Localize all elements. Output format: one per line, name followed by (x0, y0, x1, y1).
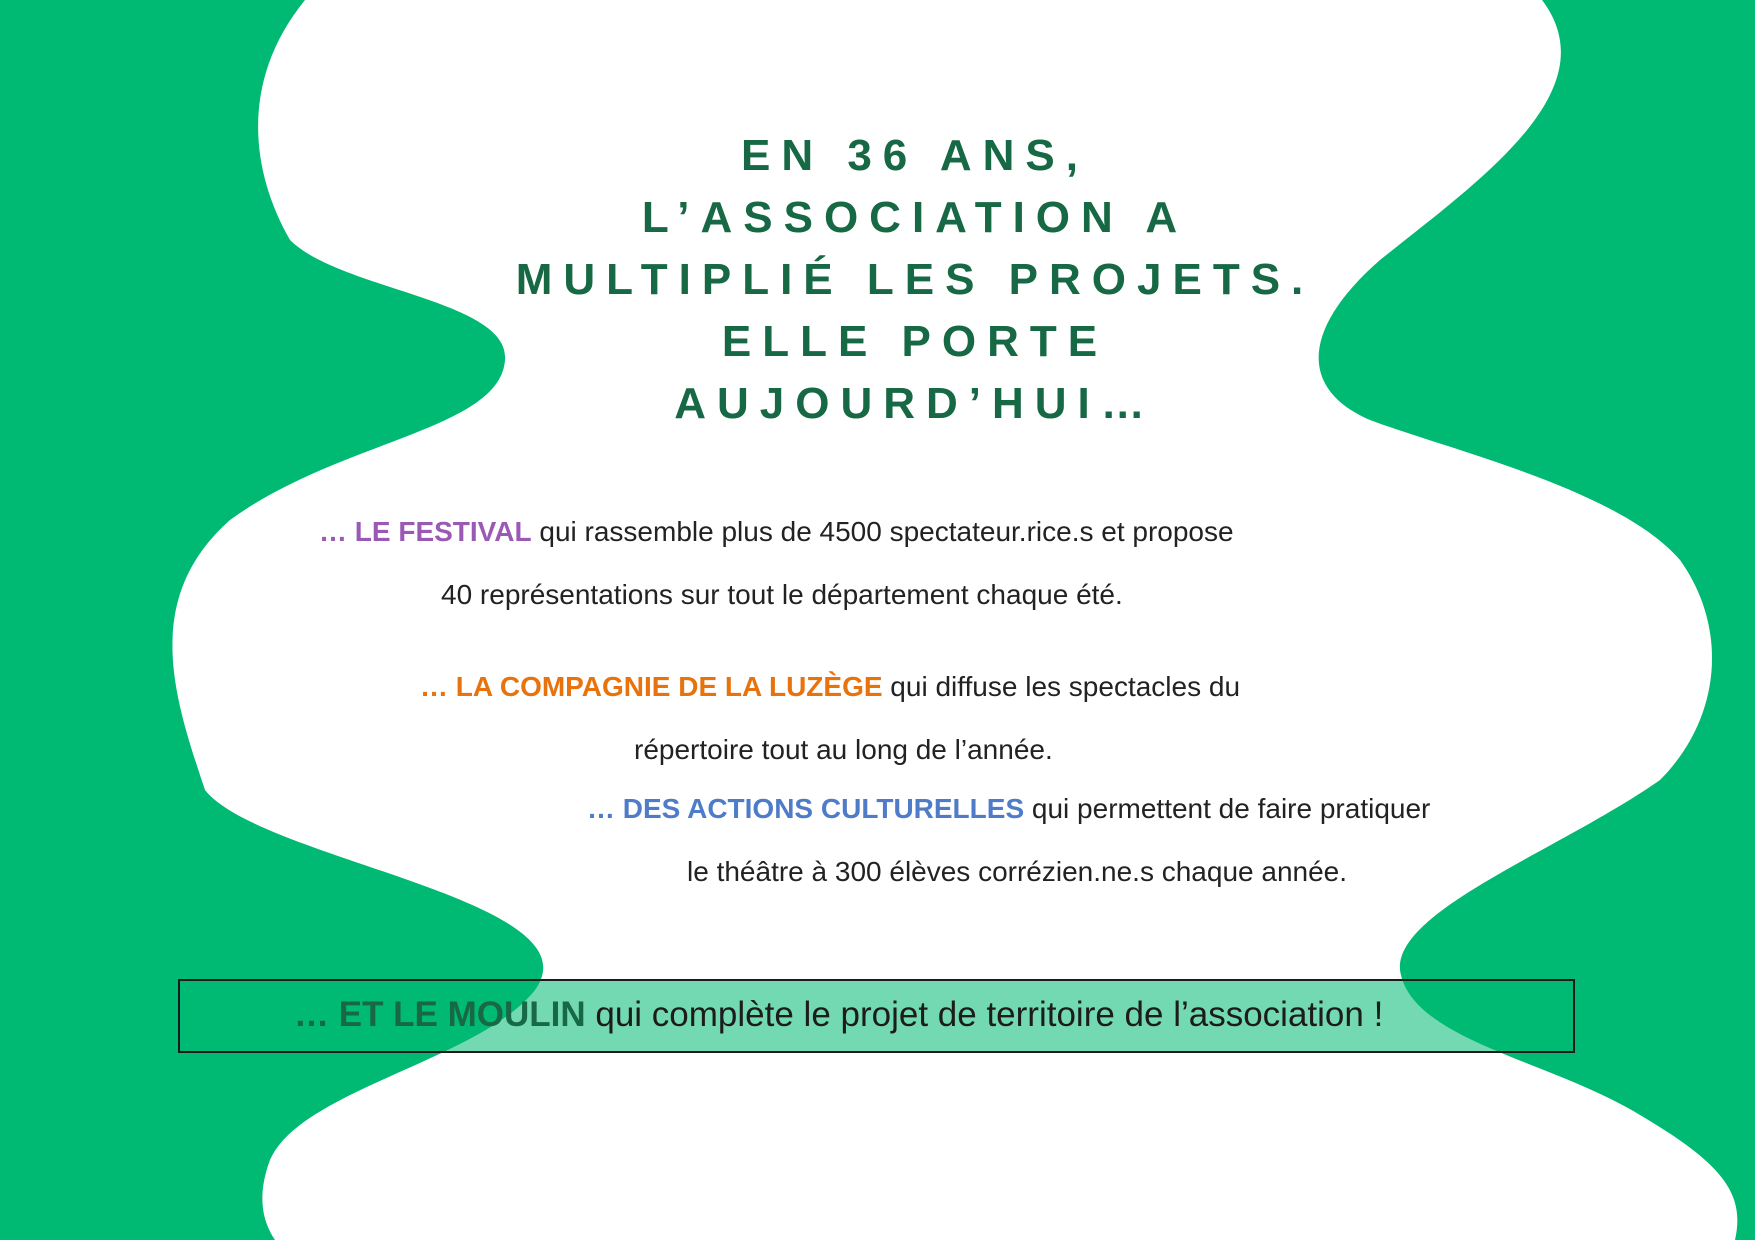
compagnie-lead: … LA COMPAGNIE DE LA LUZÈGE (420, 671, 883, 702)
headline-line-5: AUJOURD’HUI… (674, 379, 1156, 428)
headline-line-3: MULTIPLIÉ LES PROJETS. (515, 255, 1315, 304)
headline (0, 125, 1755, 435)
moulin-line (294, 993, 1383, 1037)
festival-text: qui rassemble plus de 4500 spectateur.rice.s et propose (531, 516, 1234, 547)
festival-lead: … LE FESTIVAL (319, 516, 532, 547)
headline-line-2: L’ASSOCIATION A (641, 193, 1189, 242)
moulin-lead: … ET LE MOULIN (294, 995, 586, 1034)
actions-line-1 (587, 791, 1430, 827)
actions-lead: … DES ACTIONS CULTURELLES (587, 793, 1025, 824)
actions-line-2: le théâtre à 300 élèves corrézien.ne.s chaque année. (687, 856, 1348, 887)
compagnie-text: qui diffuse les spectacles du (882, 671, 1241, 702)
compagnie-line-2: répertoire tout au long de l’année. (634, 734, 1053, 765)
actions-text: qui permettent de faire pratiquer (1024, 793, 1431, 824)
festival-line-2: 40 représentations sur tout le département chaque été. (441, 579, 1123, 610)
moulin-text: qui complète le projet de territoire de l’association ! (585, 995, 1384, 1034)
headline-line-1: EN 36 ANS, (740, 131, 1089, 180)
headline-line-4: ELLE PORTE (721, 317, 1109, 366)
festival-line-1 (319, 514, 1234, 550)
compagnie-line-1 (420, 669, 1240, 705)
